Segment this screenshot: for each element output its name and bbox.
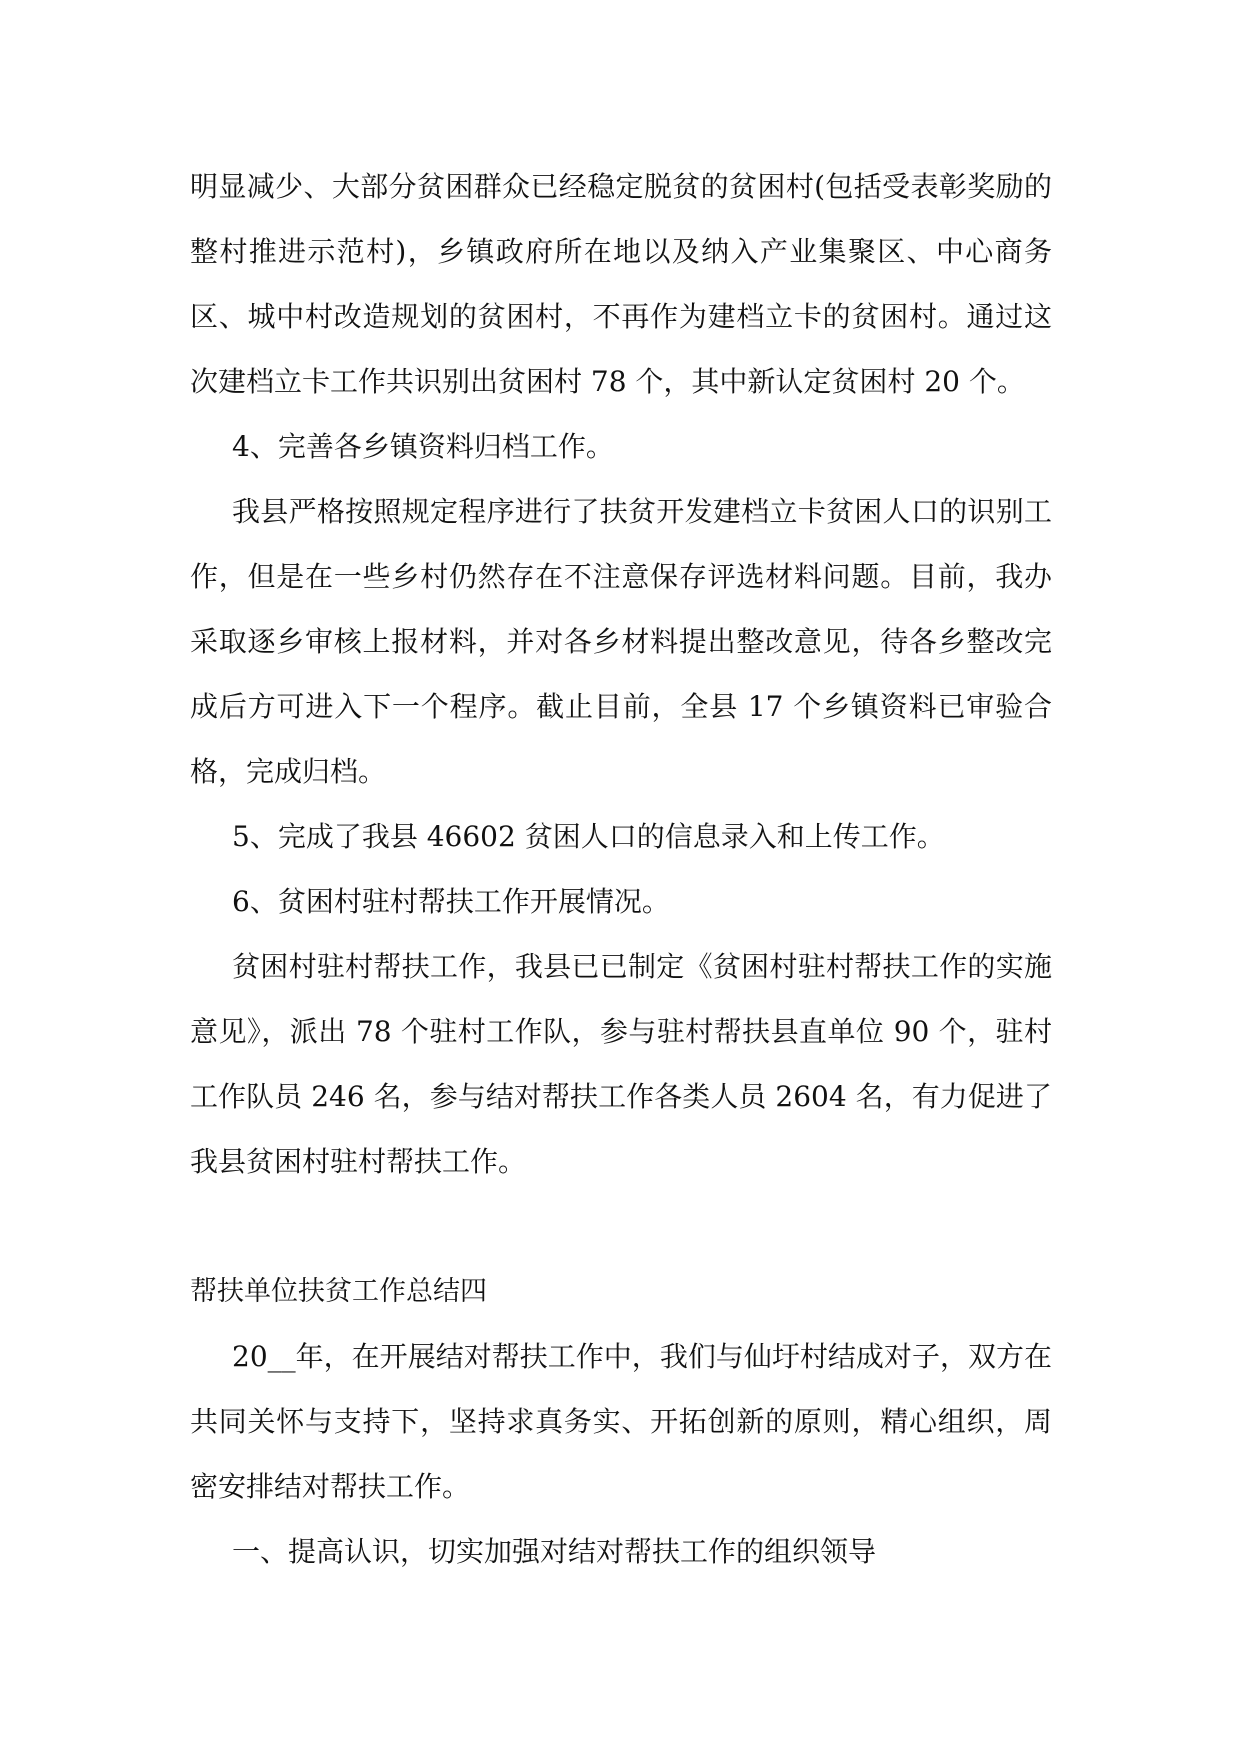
paragraph-village-assistance: 贫困村驻村帮扶工作，我县已已制定《贫困村驻村帮扶工作的实施意见》，派出 78 个驻村工作队，参与驻村帮扶县直单位 90 个，驻村工作队员 246 名，参与结对帮扶工作各类人员 2604 名，有力促进了我县贫困村驻村帮扶工作。 (190, 950, 1052, 1178)
paragraph-item-4-heading: 4、完善各乡镇资料归档工作。 (232, 430, 614, 463)
paragraph-item-6-heading: 6、贫困村驻村帮扶工作开展情况。 (232, 885, 670, 918)
paragraph-item-5: 5、完成了我县 46602 贫困人口的信息录入和上传工作。 (232, 820, 945, 853)
paragraph-section-intro: 20__年，在开展结对帮扶工作中，我们与仙圩村结成对子，双方在共同关怀与支持下，坚持求真务实、开拓创新的原则，精心组织，周密安排结对帮扶工作。 (190, 1340, 1052, 1503)
paragraph-archive-work: 我县严格按照规定程序进行了扶贫开发建档立卡贫困人口的识别工作，但是在一些乡村仍然存在不注意保存评选材料问题。目前，我办采取逐乡审核上报材料，并对各乡材料提出整改意见，待各乡整改完成后方可进入下一个程序。截止目前，全县 17 个乡镇资料已审验合格，完成归档。 (190, 495, 1052, 788)
section-spacer (190, 1194, 1052, 1259)
paragraph-section-point-1: 一、提高认识，切实加强对结对帮扶工作的组织领导 (232, 1535, 877, 1568)
document-body (190, 154, 1052, 1584)
section-title: 帮扶单位扶贫工作总结四 (190, 1276, 487, 1307)
paragraph-poor-village-identification: 明显减少、大部分贫困群众已经稳定脱贫的贫困村(包括受表彰奖励的整村推进示范村)，乡镇政府所在地以及纳入产业集聚区、中心商务区、城中村改造规划的贫困村，不再作为建档立卡的贫困村。通过这次建档立卡工作共识别出贫困村 78 个，其中新认定贫困村 20 个。 (190, 170, 1052, 398)
